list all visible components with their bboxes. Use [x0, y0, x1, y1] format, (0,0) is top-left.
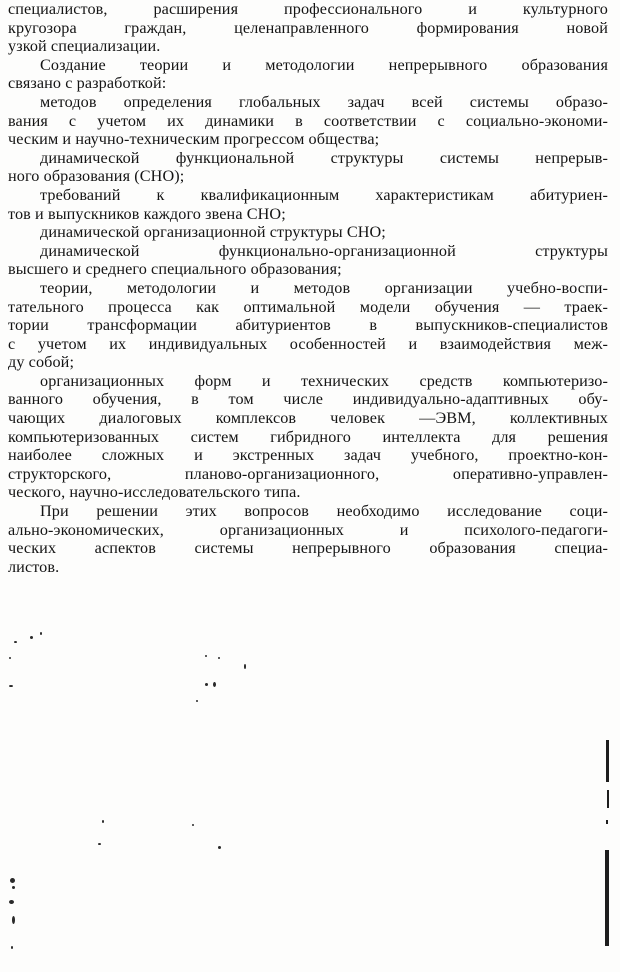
- scan-speck: [192, 824, 194, 826]
- scan-speck: [196, 700, 198, 702]
- scan-edge-mark: [606, 820, 608, 824]
- scan-speck: [98, 843, 101, 845]
- text-line: требований к квалификационным характеристикам абитуриен-: [40, 185, 608, 204]
- text-line: вания с учетом их динамики в соответствии с социально-экономи-: [8, 111, 608, 130]
- text-line: кругозора граждан, целенаправленного формирования новой: [8, 18, 608, 37]
- scan-speck: [205, 683, 208, 686]
- scan-speck: [218, 846, 221, 849]
- scan-speck: [14, 641, 17, 643]
- scan-speck: [218, 657, 220, 659]
- scan-speck: [213, 682, 216, 687]
- text-line: организационных форм и технических средств компьютеризо-: [40, 371, 608, 390]
- scan-speck: [205, 655, 207, 657]
- scan-speck: [244, 664, 246, 669]
- text-line: теории, методологии и методов организации учебно-воспи-: [40, 278, 608, 297]
- scan-speck: [12, 886, 15, 889]
- scan-edge-mark: [606, 740, 609, 782]
- scan-speck: [9, 900, 14, 904]
- text-line: При решении этих вопросов необходимо исследование соци-: [40, 502, 608, 521]
- text-line: чающих диалоговых комплексов человек —ЭВМ, коллективных: [8, 409, 608, 428]
- text-line: ческого, научно-исследовательского типа.: [8, 483, 301, 502]
- text-line: ческих аспектов системы непрерывного образования специа-: [8, 539, 608, 558]
- text-line: ально-экономических, организационных и психолого-педагоги-: [8, 520, 608, 539]
- text-line: компьютеризованных систем гибридного интеллекта для решения: [8, 427, 608, 446]
- text-line: тов и выпускников каждого звена СНО;: [8, 204, 286, 223]
- text-line: специалистов, расширения профессионального и культурного: [8, 0, 608, 18]
- text-line: динамической функционально-организационной структуры: [40, 241, 608, 260]
- text-line: с учетом их индивидуальных особенностей и взаимодействия меж-: [8, 334, 608, 353]
- text-line: динамической функциональной структуры системы непрерыв-: [40, 148, 608, 167]
- text-line: высшего и среднего специального образования;: [8, 260, 342, 279]
- scan-speck: [40, 632, 42, 635]
- body-text: [8, 0, 608, 576]
- text-line: Создание теории и методологии непрерывного образования: [40, 55, 608, 74]
- text-line: связано с разработкой:: [8, 74, 167, 93]
- scan-edge-mark: [605, 850, 609, 946]
- scan-speck: [9, 657, 11, 659]
- scan-speck: [9, 685, 13, 687]
- text-line: тории трансформации абитуриентов в выпускников-специалистов: [8, 316, 608, 335]
- scan-speck: [102, 820, 104, 823]
- text-line: листов.: [8, 557, 60, 576]
- scan-edge-mark: [607, 790, 609, 808]
- scan-speck: [10, 878, 15, 883]
- scan-speck: [12, 916, 15, 924]
- scan-speck: [11, 946, 13, 949]
- text-line: методов определения глобальных задач всей системы образо-: [40, 92, 608, 111]
- text-line: ду собой;: [8, 353, 75, 372]
- text-line: тательного процесса как оптимальной модели обучения — траек-: [8, 297, 608, 316]
- text-line: ного образования (СНО);: [8, 167, 185, 186]
- text-line: ческим и научно-техническим прогрессом общества;: [8, 130, 380, 149]
- text-line: наиболее сложных и экстренных задач учебного, проектно-кон-: [8, 446, 608, 465]
- text-line: структорского, планово-организационного, оперативно-управлен-: [8, 464, 608, 483]
- text-line: динамической организационной структуры СНО;: [40, 223, 386, 242]
- scan-speck: [30, 636, 33, 639]
- text-line: ванного обучения, в том числе индивидуально-адаптивных обу-: [8, 390, 608, 409]
- text-line: узкой специализации.: [8, 37, 161, 56]
